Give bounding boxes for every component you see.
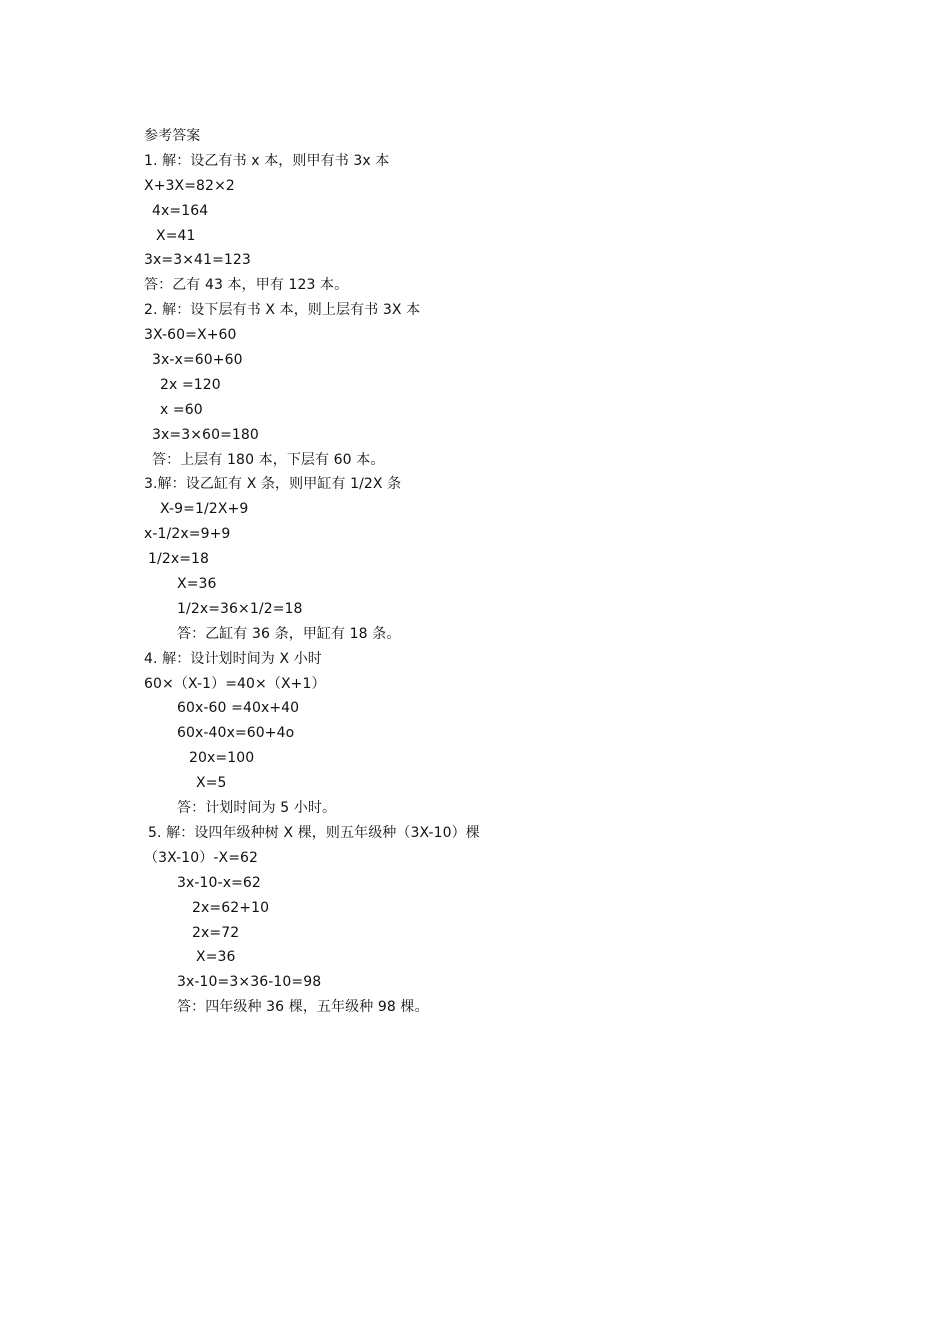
answer-key-body: [144, 124, 784, 1020]
problem-3-setup: 3.解：设乙缸有 X 条，则甲缸有 1/2X 条: [144, 476, 402, 493]
problem-1-step-1: 4x=164: [152, 202, 209, 219]
problem-5-step-2: 2x=62+10: [192, 899, 270, 916]
problem-2-equation: 3X-60=X+60: [144, 327, 237, 344]
problem-3-answer: 答：乙缸有 36 条，甲缸有 18 条。: [177, 625, 401, 642]
problem-5-step-4: X=36: [196, 949, 236, 966]
problem-2-step-4: 3x=3×60=180: [152, 426, 259, 443]
problem-1-answer: 答：乙有 43 本，甲有 123 本。: [144, 277, 349, 294]
answer-key-title: 参考答案: [144, 128, 201, 144]
problem-3-equation: X-9=1/2X+9: [160, 501, 249, 518]
problem-3-step-1: x-1/2x=9+9: [144, 526, 231, 543]
problem-4-step-2: 60x-40x=60+4o: [177, 725, 295, 742]
problem-5-answer: 答：四年级种 36 棵，五年级种 98 棵。: [177, 999, 429, 1016]
problem-4-step-3: 20x=100: [189, 750, 255, 767]
problem-1-setup: 1. 解：设乙有书 x 本，则甲有书 3x 本: [144, 152, 390, 169]
problem-2-step-2: 2x =120: [160, 376, 221, 393]
problem-3-step-3: X=36: [177, 576, 217, 593]
problem-4-step-4: X=5: [196, 775, 227, 792]
problem-5-step-1: 3x-10-x=62: [177, 874, 261, 891]
problem-2-step-1: 3x-x=60+60: [152, 352, 243, 369]
problem-5-equation: （3X-10）-X=62: [144, 849, 259, 866]
problem-4-step-1: 60x-60 =40x+40: [177, 700, 300, 717]
problem-4-setup: 4. 解：设计划时间为 X 小时: [144, 650, 322, 667]
problem-1-step-3: 3x=3×41=123: [144, 252, 251, 269]
problem-2-step-3: x =60: [160, 401, 203, 418]
problem-1-equation: X+3X=82×2: [144, 177, 235, 194]
problem-5-step-3: 2x=72: [192, 924, 240, 941]
problem-5-setup: 5. 解：设四年级种树 X 棵，则五年级种（3X-10）棵: [148, 824, 480, 841]
problem-2-answer: 答：上层有 180 本，下层有 60 本。: [152, 451, 385, 468]
problem-3-step-4: 1/2x=36×1/2=18: [177, 600, 303, 617]
problem-1-step-2: X=41: [156, 227, 196, 244]
problem-4-equation: 60×（X-1）=40×（X+1）: [144, 675, 326, 692]
problem-2-setup: 2. 解：设下层有书 X 本，则上层有书 3X 本: [144, 302, 421, 319]
problem-5-step-5: 3x-10=3×36-10=98: [177, 974, 322, 991]
problem-3-step-2: 1/2x=18: [148, 551, 210, 568]
problem-4-answer: 答：计划时间为 5 小时。: [177, 800, 337, 817]
